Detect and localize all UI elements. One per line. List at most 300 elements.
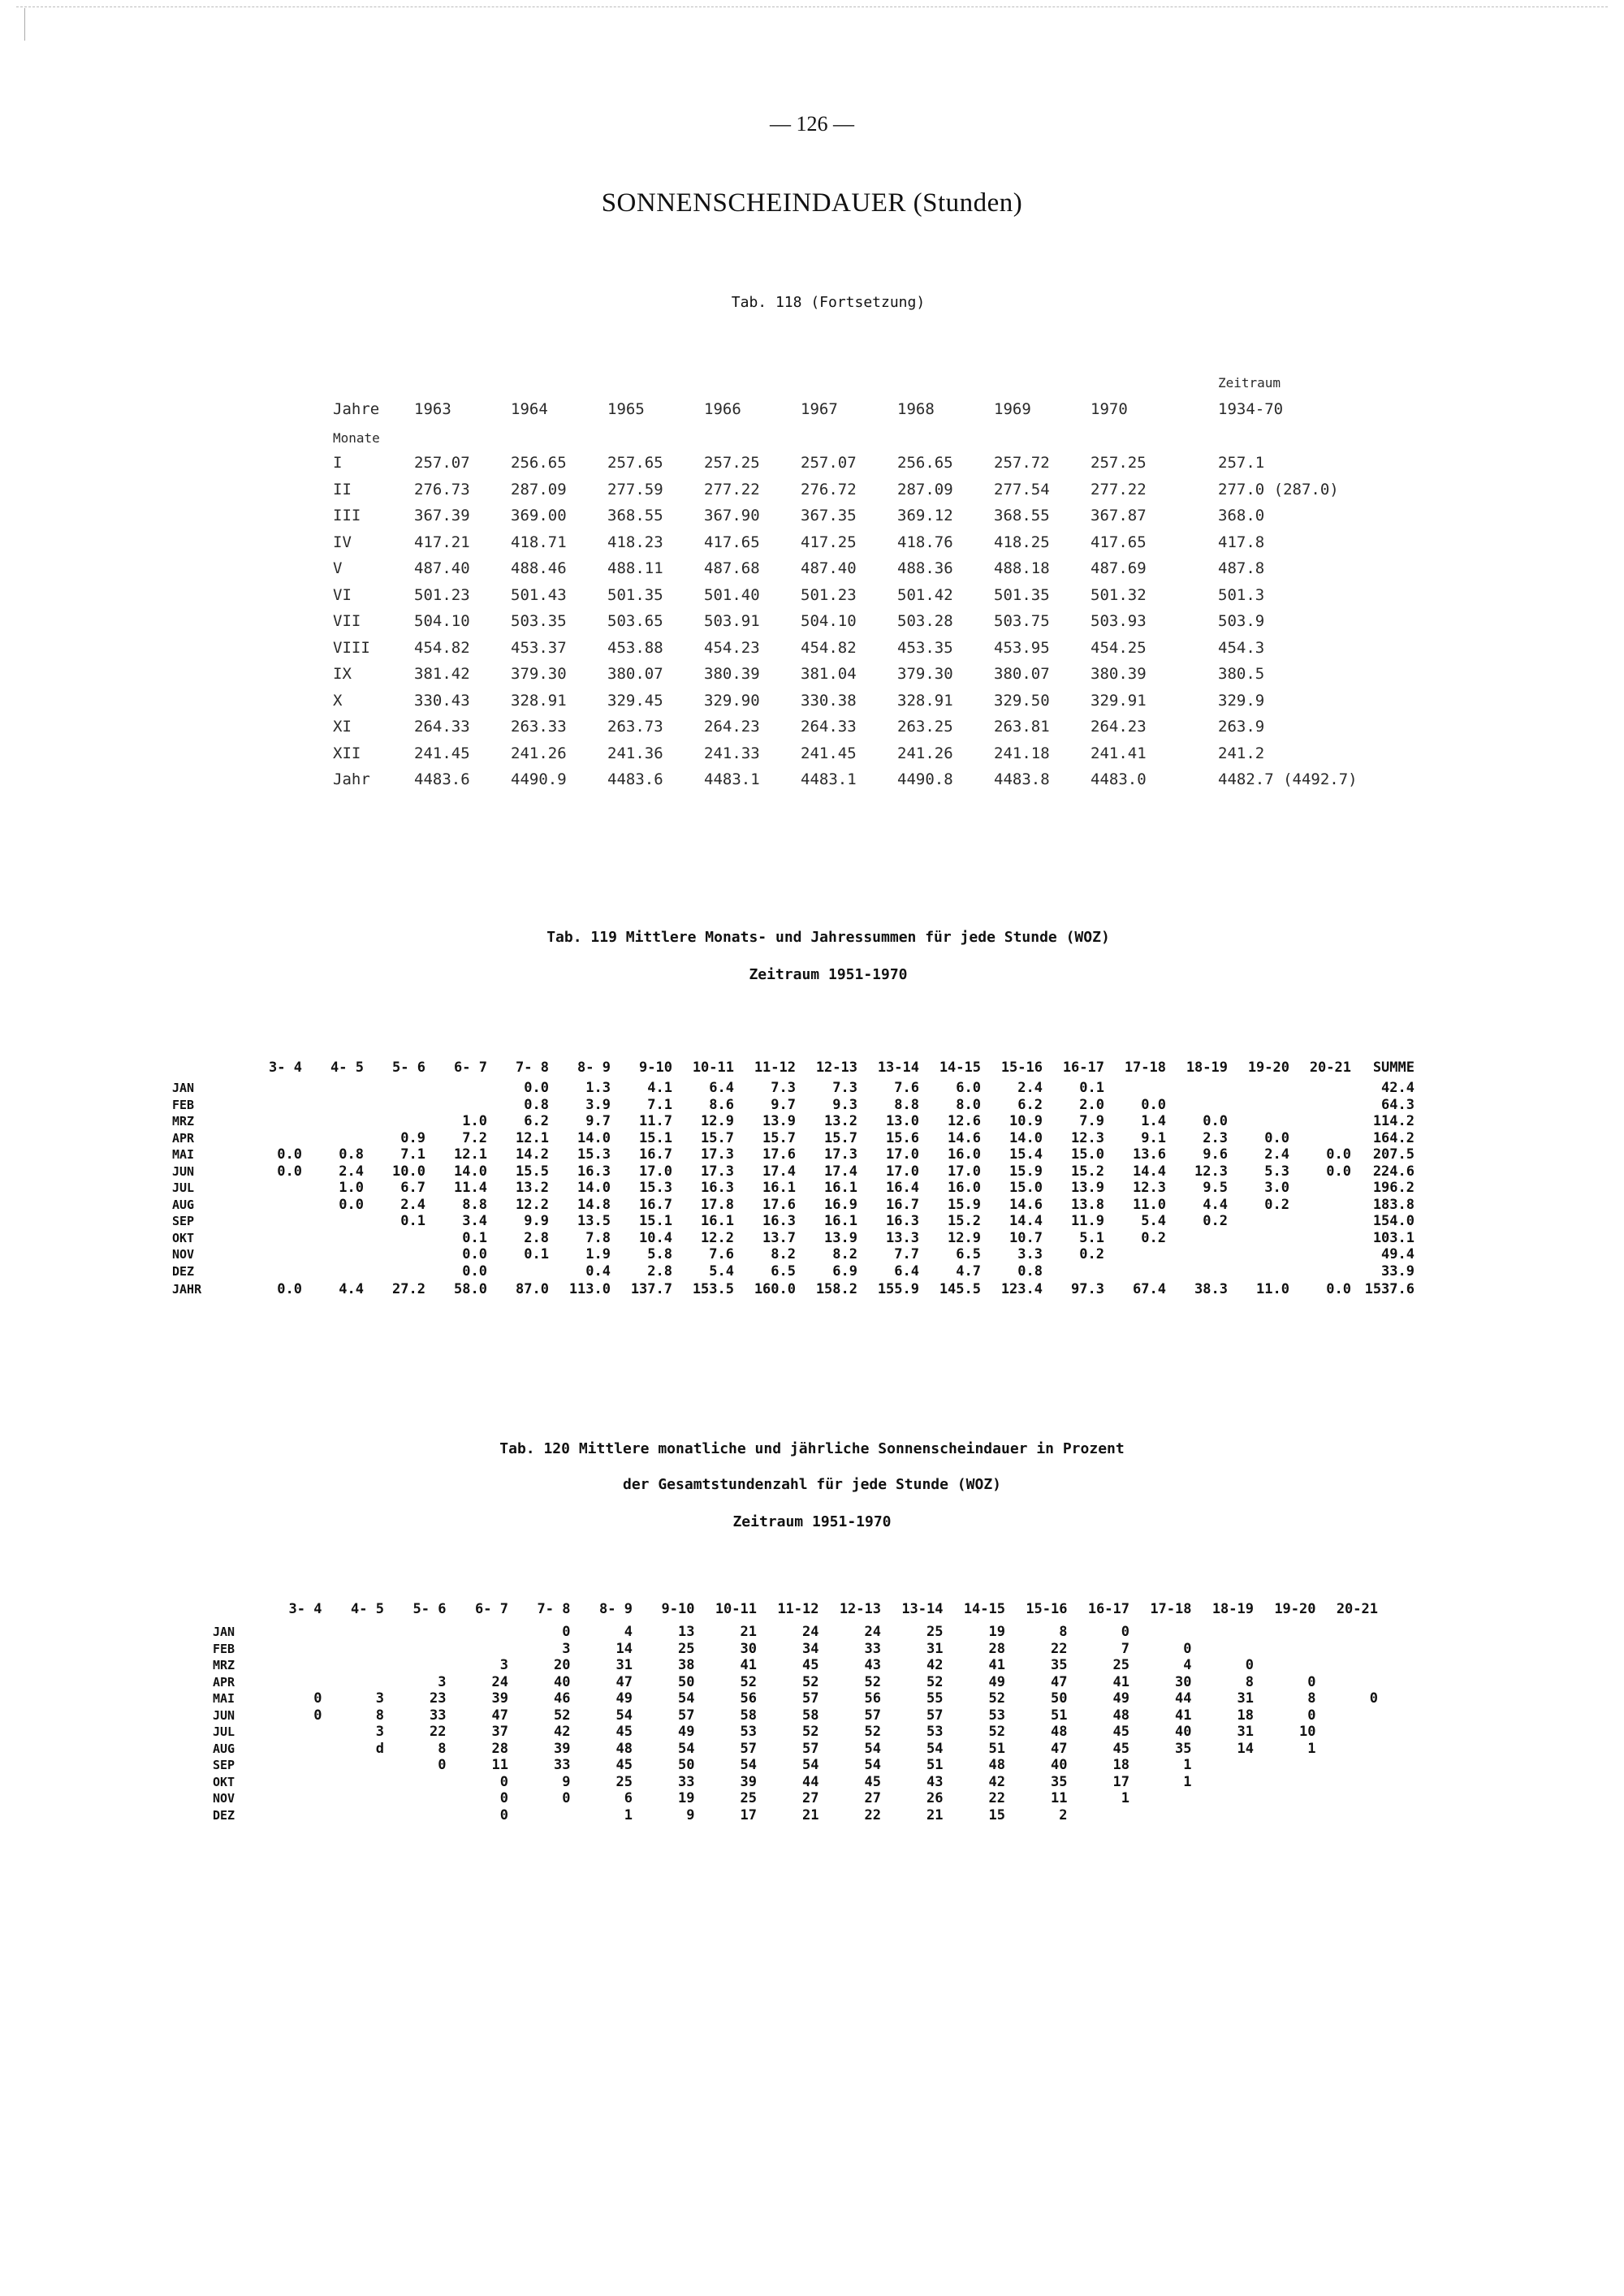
table-cell: 40 [554,1673,571,1690]
column-header: 17-18 [1150,1600,1192,1617]
table-cell: 454.82 [414,638,470,657]
table-cell: 10.0 [392,1163,425,1180]
table-cell: 19 [988,1624,1005,1640]
table-cell: 15.2 [948,1213,981,1229]
table-cell: 367.87 [1091,507,1147,525]
table-cell [302,1113,364,1130]
table-cell: 64.3 [1381,1096,1415,1113]
table-cell: 52 [926,1673,944,1690]
table-cell: 488.18 [994,559,1050,578]
table-cell [364,1230,425,1247]
table-cell: 14.0 [577,1180,611,1196]
table-cell: 42 [988,1773,1005,1790]
table-cell: 52 [802,1724,819,1740]
month-label: SEP [172,1214,195,1228]
table-cell: 9.7 [585,1113,611,1129]
table-cell: 10.9 [1009,1113,1043,1129]
table-cell [1254,1757,1316,1774]
table-cell: 0.2 [1203,1213,1228,1229]
table-cell: 45 [615,1724,633,1740]
table-cell: 8.8 [462,1196,487,1213]
table-cell [240,1213,302,1230]
table-cell: 50 [678,1673,695,1690]
table-cell: 11.9 [1071,1213,1104,1229]
table-cell: 0 [1369,1690,1378,1707]
tab118-year-header: 1966 [704,400,741,418]
table-cell: 14.8 [577,1196,611,1213]
table-cell: 207.5 [1372,1146,1415,1163]
table-cell: 0 [313,1707,322,1724]
table-cell: 17.3 [824,1146,857,1163]
corner-cell [213,1595,260,1624]
table-cell: 24 [491,1673,508,1690]
total-cell: 0.0 [277,1280,302,1297]
table-cell [1316,1641,1379,1658]
tab118-year-header: 1934-70 [1218,400,1284,418]
tab120-header-row [213,1595,1378,1624]
table-cell [1316,1807,1379,1824]
table-cell [1316,1741,1379,1758]
table-cell: 14.6 [948,1129,981,1146]
table-cell: 7.8 [585,1229,611,1246]
table-row [172,1180,1415,1197]
table-cell: 3.4 [462,1213,487,1229]
table-cell: 2.4 [1017,1080,1043,1096]
table-cell: 277.22 [1091,480,1147,498]
table-cell: 14.6 [1009,1196,1043,1213]
table-cell: 47 [1051,1740,1068,1757]
table-cell [260,1674,322,1691]
table-cell: 13.8 [1071,1196,1104,1213]
tab118-total-row [300,766,1380,792]
table-row [300,688,1380,714]
table-cell: 503.91 [704,612,760,631]
page-number: — 126 — [770,112,854,136]
table-cell: 51 [1051,1707,1068,1724]
table-cell: 241.45 [414,744,470,762]
table-cell: 17.4 [762,1163,796,1180]
table-cell [322,1657,385,1674]
table-cell: 16.0 [948,1180,981,1196]
table-cell [1254,1641,1316,1658]
table-cell: 47 [1051,1673,1068,1690]
table-cell [425,1097,487,1114]
table-cell: 453.37 [511,638,567,657]
table-cell: 17.0 [948,1163,981,1180]
table-cell: 11.7 [639,1113,672,1129]
table-cell: 487.40 [801,559,857,578]
table-cell: 54 [678,1690,695,1707]
table-row [213,1707,1378,1724]
table-cell: 54 [740,1757,757,1773]
table-cell: 453.35 [897,638,953,657]
table-cell: 20 [554,1657,571,1673]
table-cell: 15.0 [1071,1146,1104,1163]
table-row [172,1163,1415,1180]
table-cell [302,1246,364,1263]
table-cell: 0.0 [1326,1146,1351,1163]
total-cell: 113.0 [568,1280,611,1297]
table-cell: 6.9 [832,1262,857,1280]
table-cell: 48 [615,1740,633,1757]
table-cell: 417.65 [704,533,760,551]
table-cell: 16.1 [824,1213,857,1229]
table-cell [322,1774,385,1791]
table-cell: 0.2 [1079,1246,1104,1262]
table-cell: 43 [864,1657,881,1673]
table-cell: 241.26 [897,744,953,762]
table-cell: 12.3 [1194,1163,1228,1180]
table-cell: 14.4 [1009,1213,1043,1229]
table-cell: 21 [740,1624,757,1640]
table-row [172,1246,1415,1263]
table-cell: 15.1 [639,1213,672,1229]
table-cell: 23 [430,1690,447,1707]
table-cell [322,1641,385,1658]
table-cell: 380.39 [1091,665,1147,684]
tab118-jahre-label: Jahre [333,400,380,418]
total-cell: 87.0 [516,1280,549,1297]
table-cell: 4.7 [956,1262,981,1280]
table-cell: 0 [1245,1657,1254,1673]
table-cell: 488.36 [897,559,953,578]
table-cell: 417.21 [414,533,470,551]
table-cell: 418.71 [511,533,567,551]
table-cell: 39 [554,1740,571,1757]
tab119-subcaption: Zeitraum 1951-1970 [749,966,908,983]
total-cell: 155.9 [877,1280,919,1297]
table-cell: 54 [864,1757,881,1773]
table-cell: 39 [491,1690,508,1707]
total-cell: 160.0 [754,1280,796,1297]
table-cell: 11.4 [454,1180,487,1196]
table-cell [260,1807,322,1824]
column-header: 15-16 [1026,1600,1068,1617]
table-cell: 16.9 [824,1196,857,1213]
table-cell [364,1080,425,1097]
table-cell: 37 [491,1724,508,1740]
table-cell: 277.54 [994,480,1050,498]
table-cell: 14.0 [577,1129,611,1146]
table-cell [260,1624,322,1641]
table-cell: 8 [438,1740,447,1757]
tab119-total-row [172,1280,1415,1299]
table-cell: 35 [1175,1740,1192,1757]
column-header: 13-14 [877,1059,919,1076]
table-cell: 52 [802,1673,819,1690]
table-row [172,1097,1415,1114]
table-cell: 11 [491,1757,508,1773]
table-cell: 9.6 [1203,1146,1228,1163]
table-cell: 0 [562,1624,571,1640]
table-row [300,714,1380,740]
table-cell [240,1230,302,1247]
table-cell: 57 [802,1740,819,1757]
table-cell: 17.0 [886,1146,919,1163]
table-cell [1254,1790,1316,1807]
table-cell [1129,1790,1192,1807]
table-cell: 16.7 [639,1146,672,1163]
tab118-monate-row [300,425,1380,450]
table-row [172,1197,1415,1214]
table-cell: 241.36 [607,744,663,762]
table-cell: 14.0 [454,1163,487,1180]
month-label: APR [213,1674,235,1690]
table-cell: 0.0 [462,1246,487,1262]
table-cell: 7 [1121,1640,1129,1657]
column-header: 9-10 [639,1059,672,1076]
table-cell: 45 [864,1773,881,1790]
table-cell: 3 [375,1724,384,1740]
table-cell: 2.4 [400,1196,425,1213]
table-cell: 42 [926,1657,944,1673]
table-cell: 17 [1112,1773,1129,1790]
table-cell: 3 [375,1690,384,1707]
table-cell: 0 [1183,1640,1192,1657]
table-cell: 501.35 [607,585,663,604]
tab118-blank-cell [414,372,511,393]
month-label: I [333,454,343,473]
table-cell: 369.00 [511,507,567,525]
table-cell: 10 [1299,1724,1316,1740]
table-cell: 368.55 [607,507,663,525]
table-cell: 48 [1112,1707,1129,1724]
table-cell: 33 [678,1773,695,1790]
scan-artifact-edge [24,8,25,41]
table-cell: 13.2 [824,1113,857,1129]
column-header: 19-20 [1247,1059,1289,1076]
total-cell: 4490.8 [897,770,953,788]
table-cell: 9 [686,1806,695,1823]
table-cell [364,1113,425,1130]
table-cell: 418.25 [994,533,1050,551]
table-cell: 15.0 [1009,1180,1043,1196]
table-cell: 24 [864,1624,881,1640]
table-cell: 33 [430,1707,447,1724]
table-cell: 103.1 [1372,1229,1415,1246]
month-label: VII [333,612,361,631]
table-cell [447,1624,509,1641]
table-cell: 45 [615,1757,633,1773]
table-cell [1104,1246,1166,1263]
table-cell: 380.5 [1218,665,1265,684]
month-label: VI [333,585,352,604]
table-cell: 16.7 [886,1196,919,1213]
table-cell: 17.0 [886,1163,919,1180]
table-cell: 154.0 [1372,1213,1415,1229]
table-cell: 45 [802,1657,819,1673]
table-row [213,1624,1378,1641]
table-cell: 5.1 [1079,1229,1104,1246]
table-cell: 264.33 [801,718,857,736]
table-row [300,555,1380,582]
table-cell [1289,1130,1351,1147]
table-cell: 52 [740,1673,757,1690]
table-cell: 16.7 [639,1196,672,1213]
table-cell: 25 [740,1790,757,1806]
table-cell: 25 [1112,1657,1129,1673]
column-header: 14-15 [963,1600,1005,1617]
total-label: JAHR [172,1281,202,1297]
month-label: MRZ [213,1658,235,1672]
column-header: 3- 4 [269,1059,302,1076]
table-cell [1228,1080,1289,1097]
month-label: III [333,507,361,525]
table-cell [487,1263,549,1280]
table-cell: 54 [678,1740,695,1757]
month-label: IX [333,665,352,684]
table-cell: 367.90 [704,507,760,525]
table-cell: 114.2 [1372,1113,1415,1129]
table-cell [384,1790,447,1807]
month-label: JUN [213,1707,235,1723]
table-cell: 0.2 [1264,1196,1289,1213]
table-cell: 501.32 [1091,585,1147,604]
table-cell: 15.1 [639,1129,672,1146]
table-cell [1228,1097,1289,1114]
table-cell: 328.91 [511,691,567,710]
table-row [300,477,1380,503]
table-cell: 453.88 [607,638,663,657]
table-cell: 42.4 [1381,1080,1415,1096]
month-label: MRZ [172,1114,195,1129]
table-row [213,1757,1378,1774]
month-label: JAN [172,1081,195,1095]
table-cell: 7.7 [894,1246,919,1262]
tab118-period-row [300,372,1380,393]
table-cell [1192,1757,1255,1774]
table-cell [1254,1657,1316,1674]
table-cell: 0 [499,1806,508,1823]
table-cell: 381.04 [801,665,857,684]
table-cell: 41 [1112,1673,1129,1690]
total-cell: 4483.0 [1091,770,1147,788]
total-label: Jahr [333,770,370,788]
column-header: 9-10 [661,1600,695,1617]
table-cell: 0 [1121,1624,1129,1640]
table-cell: 54 [615,1707,633,1724]
tab118-year-header: 1970 [1091,400,1128,418]
column-header: 20-21 [1309,1059,1351,1076]
tab120-caption-line2: der Gesamtstundenzahl für jede Stunde (WOZ) [623,1476,1001,1493]
table-cell: 13.7 [762,1229,796,1246]
table-cell: 56 [864,1690,881,1707]
table-cell: 2.8 [647,1262,672,1280]
table-cell: 21 [926,1806,944,1823]
table-cell: 15 [988,1806,1005,1823]
table-cell: 0.9 [400,1129,425,1146]
table-cell: 16.1 [701,1213,734,1229]
table-cell: 9.3 [832,1096,857,1113]
table-cell: 13.9 [824,1229,857,1246]
table-cell: 503.65 [607,612,663,631]
table-cell [322,1807,385,1824]
table-cell: 53 [988,1707,1005,1724]
table-cell: 48 [988,1757,1005,1773]
column-header: 8- 9 [577,1059,611,1076]
table-cell: 42 [554,1724,571,1740]
column-header: 13-14 [901,1600,944,1617]
table-cell [240,1180,302,1197]
table-cell: 41 [988,1657,1005,1673]
table-cell: 21 [802,1806,819,1823]
month-label: MAI [213,1691,235,1706]
table-cell [322,1674,385,1691]
table-cell: 0 [499,1773,508,1790]
table-cell: 15.3 [639,1180,672,1196]
table-cell: 1 [1121,1790,1129,1806]
table-cell: 8.2 [771,1246,796,1262]
table-cell [1192,1624,1255,1641]
table-cell [1289,1080,1351,1097]
tab118-monate-label: Monate [333,429,380,446]
column-header: 10-11 [715,1600,757,1617]
table-cell: 196.2 [1372,1180,1415,1196]
tab118-blank-cell [801,372,897,393]
table-cell [1166,1097,1228,1114]
table-cell: 263.73 [607,718,663,736]
table-cell [1228,1213,1289,1230]
table-cell: 24 [802,1624,819,1640]
table-cell: 0 [562,1790,571,1806]
table-cell: 487.69 [1091,559,1147,578]
table-cell: 12.1 [454,1146,487,1163]
total-cell: 145.5 [939,1280,981,1297]
table-cell [1316,1757,1379,1774]
table-cell: 6 [624,1790,633,1806]
table-cell: 26 [926,1790,944,1806]
table-cell: 6.5 [771,1262,796,1280]
table-cell: 6.0 [956,1080,981,1096]
column-header: 18-19 [1186,1059,1228,1076]
tab118-year-header: 1964 [511,400,548,418]
table-cell: 15.9 [1009,1163,1043,1180]
table-cell: 417.25 [801,533,857,551]
table-cell: 5.8 [647,1246,672,1262]
table-cell: 381.42 [414,665,470,684]
table-cell: 50 [1051,1690,1068,1707]
table-cell: 1.0 [339,1180,364,1196]
table-cell: 52 [864,1724,881,1740]
table-cell: 380.39 [704,665,760,684]
table-cell [508,1807,571,1824]
column-header: 19-20 [1274,1600,1316,1617]
tab118-blank-cell [994,372,1091,393]
table-cell: 22 [988,1790,1005,1806]
table-cell: 329.90 [704,691,760,710]
table-cell: 5.4 [1141,1213,1166,1229]
table-cell: 503.9 [1218,612,1265,631]
table-cell: 453.95 [994,638,1050,657]
table-cell [1289,1180,1351,1197]
table-cell: 0 [1307,1707,1316,1724]
table-cell: 0.8 [524,1096,549,1113]
total-cell: 4483.1 [704,770,760,788]
month-label: DEZ [213,1807,235,1823]
table-cell: 1.0 [462,1113,487,1129]
table-cell: 0.0 [277,1163,302,1180]
table-cell: 52 [554,1707,571,1724]
total-cell: 4482.7 (4492.7) [1218,770,1358,788]
table-cell [1228,1246,1289,1263]
table-cell: 31 [1237,1724,1254,1740]
table-cell: 6.2 [524,1113,549,1129]
table-cell: 35 [1051,1773,1068,1790]
table-row [300,503,1380,529]
column-header: 8- 9 [599,1600,633,1617]
table-cell [1166,1263,1228,1280]
total-cell: 38.3 [1194,1280,1228,1297]
